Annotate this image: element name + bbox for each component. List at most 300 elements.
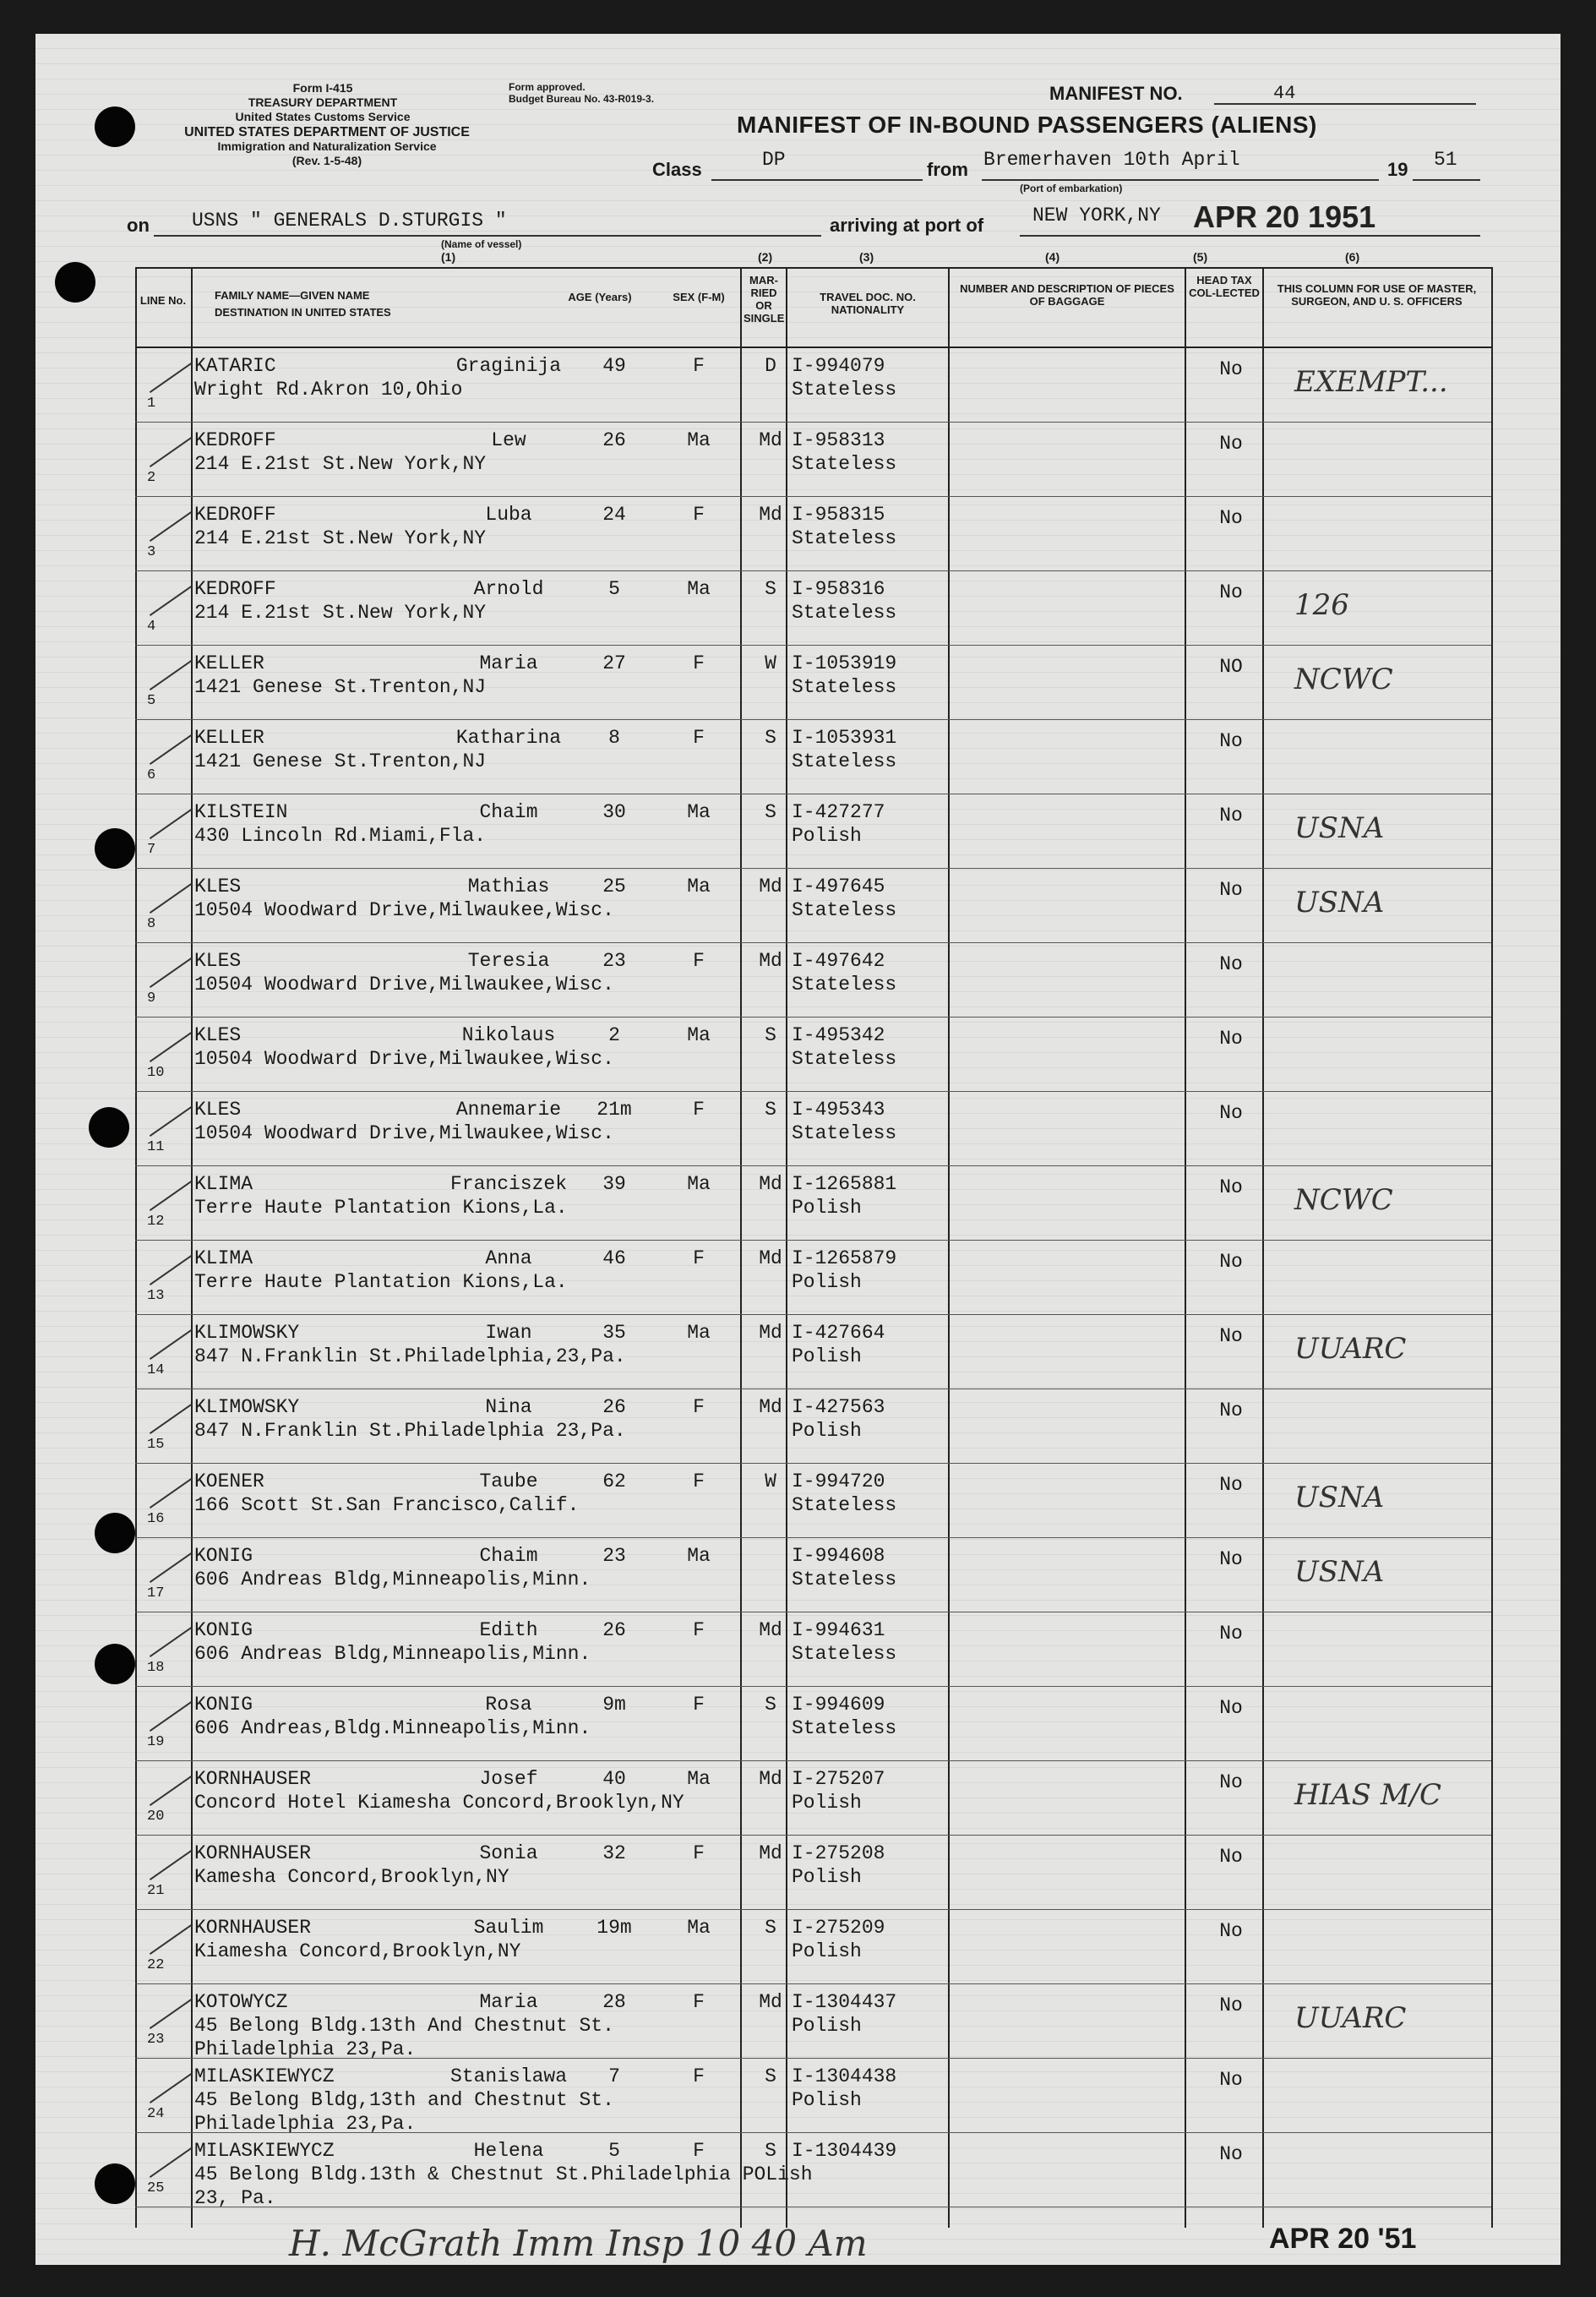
age: 40 (602, 1768, 626, 1790)
year-value: 51 (1434, 149, 1457, 171)
marital-status: Md (759, 950, 782, 972)
given-name: Chaim (479, 801, 538, 823)
line-number: 21 (147, 1883, 165, 1899)
nationality: Stateless (792, 1643, 897, 1665)
marital-status: Md (759, 504, 782, 526)
family-name: KLIMA (194, 1247, 253, 1269)
destination: 1421 Genese St.Trenton,NJ (194, 676, 487, 698)
binder-hole (55, 262, 95, 303)
nationality: Polish (792, 2089, 862, 2111)
nationality: Stateless (792, 379, 897, 401)
travel-doc-no: I-1053931 (792, 727, 897, 749)
destination-continued: Philadelphia 23,Pa. (194, 2038, 417, 2060)
form-approved (509, 81, 654, 105)
head-tax: No (1219, 730, 1243, 752)
check-mark (150, 586, 192, 616)
family-name: KORNHAUSER (194, 1768, 312, 1790)
nationality: Stateless (792, 750, 897, 772)
line-number: 24 (147, 2106, 165, 2122)
given-name: Anna (485, 1247, 532, 1269)
destination: 606 Andreas Bldg,Minneapolis,Minn. (194, 1569, 591, 1590)
destination: 10504 Woodward Drive,Milwaukee,Wisc. (194, 1048, 614, 1070)
table-row (35, 1538, 1561, 1612)
manifest-no-value: 44 (1273, 83, 1296, 104)
head-tax: No (1219, 805, 1243, 827)
table-row (35, 1761, 1561, 1836)
travel-doc-no: I-427563 (792, 1396, 885, 1418)
table-row (35, 1315, 1561, 1389)
travel-doc-no: I-1053919 (792, 652, 897, 674)
sex: F (693, 1099, 705, 1121)
sex: Ma (687, 1024, 711, 1046)
age: 5 (608, 2140, 620, 2162)
nationality: Stateless (792, 1048, 897, 1070)
check-mark (150, 437, 192, 467)
marital-status: S (765, 727, 776, 749)
sex: F (693, 504, 705, 526)
family-name: KONIG (194, 1619, 253, 1641)
marital-status: S (765, 1917, 776, 1939)
sex: Ma (687, 1768, 711, 1790)
from-label: from (927, 159, 968, 180)
table-row (35, 2133, 1561, 2207)
age: 62 (602, 1470, 626, 1492)
head-tax: No (1219, 1846, 1243, 1868)
on-label: on (127, 215, 150, 236)
family-name: KEDROFF (194, 578, 276, 600)
nationality: Stateless (792, 1494, 897, 1516)
age: 23 (602, 950, 626, 972)
treasury-dept: TREASURY DEPARTMENT (248, 95, 398, 109)
destination: 166 Scott St.San Francisco,Calif. (194, 1494, 580, 1516)
sex: F (693, 652, 705, 674)
check-mark (150, 1627, 192, 1657)
check-mark (150, 809, 192, 839)
manifest-no-label: MANIFEST NO. (1049, 83, 1183, 104)
marital-status: S (765, 1099, 776, 1121)
given-name: Nikolaus (461, 1024, 556, 1046)
age: 49 (602, 355, 626, 377)
marital-status: Md (759, 1991, 782, 2013)
destination: 45 Belong Bldg.13th & Chestnut St.Philadelphia POLish (194, 2163, 813, 2185)
table-row (35, 497, 1561, 571)
nationality: Polish (792, 2015, 862, 2037)
given-name: Stanislawa (449, 2065, 568, 2087)
given-name: Iwan (485, 1322, 532, 1344)
destination: 214 E.21st St.New York,NY (194, 527, 487, 549)
age: 39 (602, 1173, 626, 1195)
family-name: KLIMOWSKY (194, 1396, 300, 1418)
sex: F (693, 1842, 705, 1864)
travel-doc-no: I-958313 (792, 429, 885, 451)
budget-line: Budget Bureau No. 43-R019-3. (509, 93, 655, 105)
vessel-caption: (Name of vessel) (441, 238, 522, 250)
travel-doc-no: I-275209 (792, 1917, 885, 1939)
head-tax: No (1219, 1994, 1243, 2016)
check-mark (150, 511, 192, 542)
destination: 847 N.Franklin St.Philadelphia 23,Pa. (194, 1420, 626, 1442)
family-name: KLIMOWSKY (194, 1322, 300, 1344)
check-mark (150, 883, 192, 914)
line-number: 20 (147, 1809, 165, 1825)
head-tax: No (1219, 1474, 1243, 1496)
header-sex: SEX (F-M) (673, 291, 725, 303)
approved-line: Form approved. (509, 81, 586, 93)
check-mark (150, 1776, 192, 1806)
family-name: KEDROFF (194, 504, 276, 526)
line-number: 6 (147, 767, 156, 783)
nationality: Stateless (792, 974, 897, 996)
check-mark (150, 363, 192, 393)
nationality: Stateless (792, 676, 897, 698)
given-name: Maria (479, 1991, 538, 2013)
table-row (35, 1166, 1561, 1241)
travel-doc-no: I-427664 (792, 1322, 885, 1344)
nationality: Polish (792, 1345, 862, 1367)
nationality: Stateless (792, 453, 897, 475)
travel-doc-no: I-994631 (792, 1619, 885, 1641)
officer-note: UUARC (1294, 2001, 1407, 2035)
destination: 430 Lincoln Rd.Miami,Fla. (194, 825, 487, 847)
age: 27 (602, 652, 626, 674)
sex: F (693, 950, 705, 972)
given-name: Chaim (479, 1545, 538, 1567)
head-tax: No (1219, 2143, 1243, 2165)
age: 2 (608, 1024, 620, 1046)
line-number: 14 (147, 1362, 165, 1378)
officer-note: NCWC (1294, 663, 1393, 696)
head-tax: No (1219, 953, 1243, 975)
travel-doc-no: I-497642 (792, 950, 885, 972)
age: 35 (602, 1322, 626, 1344)
table-row (35, 1389, 1561, 1464)
line-number: 10 (147, 1065, 165, 1081)
table-row (35, 1984, 1561, 2059)
head-tax: No (1219, 1771, 1243, 1793)
given-name: Edith (479, 1619, 538, 1641)
destination-continued: 23, Pa. (194, 2187, 276, 2209)
officer-note: USNA (1294, 1481, 1385, 1514)
table-row (35, 2059, 1561, 2133)
family-name: KONIG (194, 1694, 253, 1716)
check-mark (150, 2147, 192, 2178)
table-row (35, 423, 1561, 497)
head-tax: No (1219, 1399, 1243, 1421)
age: 32 (602, 1842, 626, 1864)
age: 23 (602, 1545, 626, 1567)
marital-status: D (765, 355, 776, 377)
year-prefix: 19 (1387, 159, 1408, 180)
header-married: MAR-RIED OR SINGLE (744, 274, 785, 325)
check-mark (150, 660, 192, 690)
line-number: 1 (147, 396, 156, 412)
form-header-left (196, 81, 449, 124)
table-row (35, 1018, 1561, 1092)
col-num-3: (3) (859, 250, 874, 264)
nationality: Polish (792, 1271, 862, 1293)
line-number: 5 (147, 693, 156, 709)
header-family: FAMILY NAME—GIVEN NAME (215, 289, 370, 302)
head-tax: No (1219, 1920, 1243, 1942)
line-number: 17 (147, 1585, 165, 1601)
nationality: Stateless (792, 1569, 897, 1590)
binder-hole (95, 2163, 135, 2204)
check-mark (150, 1404, 192, 1434)
given-name: Josef (479, 1768, 538, 1790)
sex: F (693, 2065, 705, 2087)
table-row (35, 1612, 1561, 1687)
line-number: 15 (147, 1437, 165, 1453)
family-name: KLES (194, 1024, 242, 1046)
destination-continued: Philadelphia 23,Pa. (194, 2113, 417, 2135)
travel-doc-no: I-495342 (792, 1024, 885, 1046)
arrival-stamp: APR 20 1951 (1193, 199, 1376, 234)
line-number: 25 (147, 2180, 165, 2196)
check-mark (150, 1850, 192, 1880)
binder-hole (95, 828, 135, 869)
check-mark (150, 1999, 192, 2029)
family-name: KLES (194, 950, 242, 972)
header-destination: DESTINATION IN UNITED STATES (215, 306, 391, 319)
marital-status: Md (759, 1619, 782, 1641)
binder-hole (89, 1107, 129, 1148)
sex: Ma (687, 1173, 711, 1195)
given-name: Sonia (479, 1842, 538, 1864)
given-name: Maria (479, 652, 538, 674)
justice-dept: UNITED STATES DEPARTMENT OF JUSTICE (184, 125, 470, 139)
given-name: Nina (485, 1396, 532, 1418)
check-mark (150, 1106, 192, 1137)
line-number: 8 (147, 916, 156, 932)
customs-service: United States Customs Service (235, 110, 411, 123)
travel-doc-no: I-994720 (792, 1470, 885, 1492)
travel-doc-no: I-994609 (792, 1694, 885, 1716)
line-number: 19 (147, 1734, 165, 1750)
marital-status: Md (759, 1396, 782, 1418)
destination: 847 N.Franklin St.Philadelphia,23,Pa. (194, 1345, 626, 1367)
nationality: Polish (792, 1866, 862, 1888)
line-number: 23 (147, 2032, 165, 2048)
family-name: KELLER (194, 727, 264, 749)
line-number: 3 (147, 544, 156, 560)
line-number: 4 (147, 619, 156, 635)
head-tax: No (1219, 2069, 1243, 2091)
header-travel-doc: TRAVEL DOC. NO. NATIONALITY (820, 291, 916, 316)
travel-doc-no: I-1304439 (792, 2140, 897, 2162)
family-name: KLES (194, 876, 242, 898)
marital-status: S (765, 2140, 776, 2162)
check-mark (150, 958, 192, 988)
footer-stamp: APR 20 '51 (1269, 2223, 1417, 2255)
age: 30 (602, 801, 626, 823)
class-value: DP (762, 149, 786, 171)
officer-note: USNA (1294, 811, 1385, 845)
inspector-signature: H. McGrath Imm Insp 10 40 Am (289, 2223, 868, 2264)
form-number: Form I-415 (292, 81, 353, 95)
nationality: Stateless (792, 899, 897, 921)
head-tax: No (1219, 1548, 1243, 1570)
nationality: Stateless (792, 1717, 897, 1739)
sex: Ma (687, 1322, 711, 1344)
marital-status: S (765, 1024, 776, 1046)
family-name: KONIG (194, 1545, 253, 1567)
given-name: Mathias (467, 876, 550, 898)
table-row (35, 943, 1561, 1018)
manifest-page (35, 34, 1561, 2265)
nationality: Polish (792, 1420, 862, 1442)
family-name: KILSTEIN (194, 801, 288, 823)
check-mark (150, 1329, 192, 1360)
table-row (35, 1687, 1561, 1761)
sex: Ma (687, 876, 711, 898)
line-number: 16 (147, 1511, 165, 1527)
table-row (35, 869, 1561, 943)
line-number: 13 (147, 1288, 165, 1304)
age: 19m (596, 1917, 632, 1939)
marital-status: Md (759, 1842, 782, 1864)
line-number: 11 (147, 1139, 165, 1155)
age: 9m (602, 1694, 626, 1716)
officer-note: EXEMPT... (1294, 365, 1448, 399)
marital-status: Md (759, 876, 782, 898)
head-tax: No (1219, 1102, 1243, 1124)
sex: F (693, 1694, 705, 1716)
head-tax: No (1219, 507, 1243, 529)
given-name: Rosa (485, 1694, 532, 1716)
family-name: KATARIC (194, 355, 276, 377)
given-name: Graginija (455, 355, 562, 377)
sex: Ma (687, 578, 711, 600)
travel-doc-no: I-994608 (792, 1545, 885, 1567)
head-tax: No (1219, 581, 1243, 603)
officer-note: NCWC (1294, 1183, 1393, 1217)
given-name: Katharina (455, 727, 562, 749)
age: 26 (602, 1619, 626, 1641)
nationality: Stateless (792, 1122, 897, 1144)
table-row (35, 1241, 1561, 1315)
destination: 10504 Woodward Drive,Milwaukee,Wisc. (194, 974, 614, 996)
family-name: MILASKIEWYCZ (194, 2065, 335, 2087)
age: 46 (602, 1247, 626, 1269)
binder-hole (95, 1644, 135, 1684)
family-name: KLES (194, 1099, 242, 1121)
age: 7 (608, 2065, 620, 2087)
destination: Terre Haute Plantation Kions,La. (194, 1197, 568, 1219)
destination: 606 Andreas Bldg,Minneapolis,Minn. (194, 1643, 591, 1665)
arriving-label: arriving at port of (830, 215, 984, 236)
nationality: Stateless (792, 527, 897, 549)
destination: 10504 Woodward Drive,Milwaukee,Wisc. (194, 899, 614, 921)
travel-doc-no: I-958316 (792, 578, 885, 600)
given-name: Arnold (473, 578, 544, 600)
marital-status: S (765, 801, 776, 823)
class-label: Class (652, 159, 702, 180)
age: 26 (602, 1396, 626, 1418)
travel-doc-no: I-497645 (792, 876, 885, 898)
manifest-title: MANIFEST OF IN-BOUND PASSENGERS (ALIENS) (737, 112, 1317, 138)
family-name: KLIMA (194, 1173, 253, 1195)
destination: 214 E.21st St.New York,NY (194, 453, 487, 475)
table-row (35, 1464, 1561, 1538)
travel-doc-no: I-427277 (792, 801, 885, 823)
marital-status: S (765, 1694, 776, 1716)
given-name: Annemarie (455, 1099, 562, 1121)
officer-note: 126 (1294, 588, 1349, 622)
head-tax: No (1219, 1697, 1243, 1719)
age: 8 (608, 727, 620, 749)
destination: Concord Hotel Kiamesha Concord,Brooklyn,NY (194, 1792, 684, 1814)
check-mark (150, 2073, 192, 2103)
nationality: Polish (792, 825, 862, 847)
from-value: Bremerhaven 10th April (983, 149, 1240, 171)
col-num-2: (2) (758, 250, 773, 264)
line-number: 12 (147, 1214, 165, 1230)
age: 25 (602, 876, 626, 898)
binder-hole (95, 106, 135, 147)
marital-status: W (765, 1470, 776, 1492)
travel-doc-no: I-495343 (792, 1099, 885, 1121)
family-name: KELLER (194, 652, 264, 674)
destination: 606 Andreas,Bldg.Minneapolis,Minn. (194, 1717, 591, 1739)
officer-note: UUARC (1294, 1332, 1407, 1366)
port-embark-caption: (Port of embarkation) (1020, 183, 1123, 194)
head-tax: No (1219, 1176, 1243, 1198)
check-mark (150, 1924, 192, 1955)
head-tax: No (1219, 1251, 1243, 1273)
destination: 214 E.21st St.New York,NY (194, 602, 487, 624)
destination: Wright Rd.Akron 10,Ohio (194, 379, 463, 401)
head-tax: No (1219, 1325, 1243, 1347)
head-tax: No (1219, 879, 1243, 901)
travel-doc-no: I-958315 (792, 504, 885, 526)
marital-status: W (765, 652, 776, 674)
check-mark (150, 734, 192, 765)
given-name: Lew (491, 429, 526, 451)
check-mark (150, 1552, 192, 1583)
sex: F (693, 1470, 705, 1492)
table-row (35, 720, 1561, 794)
nationality: Polish (792, 1940, 862, 1962)
head-tax: No (1219, 358, 1243, 380)
col-num-6: (6) (1345, 250, 1360, 264)
check-mark (150, 1478, 192, 1509)
check-mark (150, 1181, 192, 1211)
marital-status: S (765, 578, 776, 600)
family-name: MILASKIEWYCZ (194, 2140, 335, 2162)
family-name: KOENER (194, 1470, 264, 1492)
col-num-5: (5) (1193, 250, 1208, 264)
sex: F (693, 1247, 705, 1269)
col-num-4: (4) (1045, 250, 1060, 264)
check-mark (150, 1701, 192, 1732)
sex: F (693, 1396, 705, 1418)
head-tax: No (1219, 433, 1243, 455)
travel-doc-no: I-994079 (792, 355, 885, 377)
check-mark (150, 1255, 192, 1285)
destination: 10504 Woodward Drive,Milwaukee,Wisc. (194, 1122, 614, 1144)
sex: Ma (687, 801, 711, 823)
head-tax: No (1219, 1623, 1243, 1645)
table-row (35, 571, 1561, 646)
officer-note: HIAS M/C (1294, 1778, 1442, 1812)
check-mark (150, 1032, 192, 1062)
col-num-1: (1) (441, 250, 456, 264)
line-number: 7 (147, 842, 156, 858)
age: 28 (602, 1991, 626, 2013)
head-tax: No (1219, 1028, 1243, 1050)
age: 26 (602, 429, 626, 451)
line-number: 18 (147, 1660, 165, 1676)
